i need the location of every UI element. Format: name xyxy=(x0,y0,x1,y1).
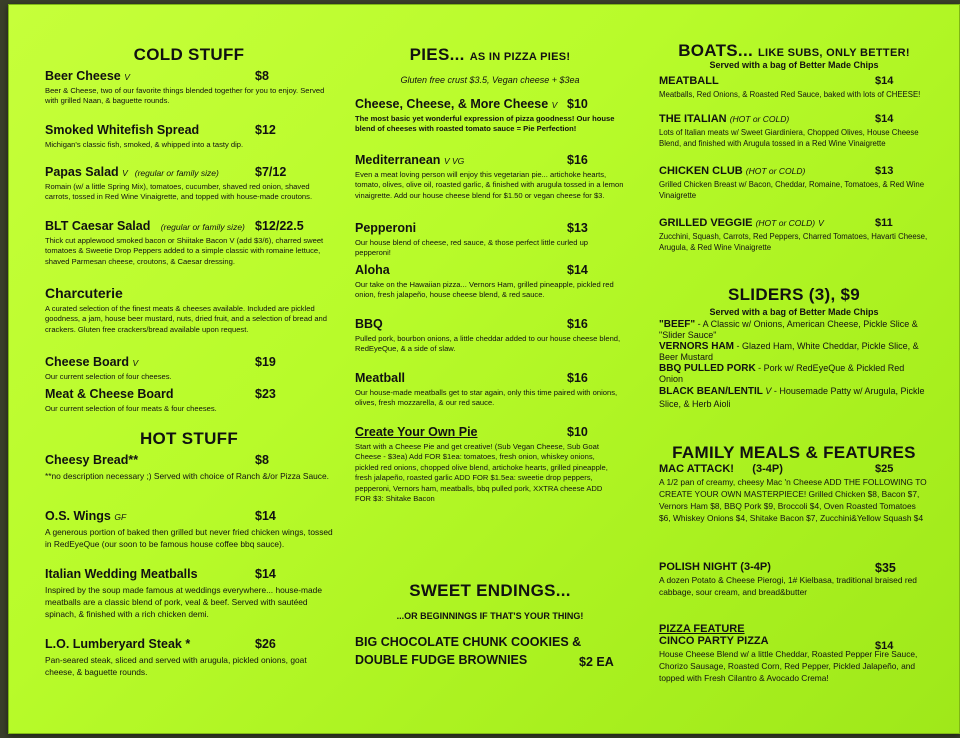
item-name: Beer Cheese xyxy=(45,69,121,83)
item-price: $10 xyxy=(567,425,588,439)
diet-mark: V VG xyxy=(443,156,465,166)
item-name: CHICKEN CLUB xyxy=(659,165,743,177)
sliders-heading: SLIDERS (3), $9 xyxy=(727,285,861,304)
item-price: $12 xyxy=(255,123,276,137)
pies-heading xyxy=(355,45,625,65)
item-note: (HOT or COLD) xyxy=(745,166,806,176)
item-name: L.O. Lumberyard Steak * xyxy=(45,637,191,651)
item-name: GRILLED VEGGIE xyxy=(659,217,753,229)
vegetarian-mark: V xyxy=(818,218,824,228)
menu-item-pepperoni xyxy=(355,221,625,259)
item-desc: Lots of Italian meats w/ Sweet Giardiniera, Chopped Olives, House Cheese Blend, and finished with Arugula tossed in a Red Wine Vinaigrette xyxy=(659,128,919,148)
menu-item-lumberyard-steak xyxy=(45,637,333,678)
item-name: MAC ATTACK! xyxy=(659,463,734,475)
item-desc: Our house-made meatballs get to star again, only this time paired with onions, olives, fresh mozzarella, & our red sauce. xyxy=(355,388,618,408)
item-price: $2 EA xyxy=(579,655,614,669)
item-desc: Our house blend of cheese, red sauce, & those perfect little curled up pepperoni! xyxy=(355,238,589,258)
item-price: $19 xyxy=(255,355,276,369)
item-name: Smoked Whitefish Spread xyxy=(45,123,200,137)
item-name: Meat & Cheese Board xyxy=(45,387,174,401)
menu-item-beer-cheese xyxy=(45,69,333,107)
pies-subtitle: AS IN PIZZA PIES! xyxy=(469,51,571,63)
item-price: $7/12 xyxy=(255,165,287,179)
menu-item-mac-attack xyxy=(659,463,929,524)
menu-item-charcuterie xyxy=(45,285,333,335)
menu-item-cheese-board xyxy=(45,355,333,382)
item-name: "BEEF" xyxy=(659,319,696,330)
item-price: $14 xyxy=(255,567,276,581)
item-note: (3-4P) xyxy=(740,561,771,573)
item-price: $13 xyxy=(875,165,894,177)
menu-item-cookies-brownies xyxy=(355,635,625,667)
item-name: BBQ xyxy=(355,317,383,331)
menu-item-chicken-club xyxy=(659,165,929,201)
item-price: $14 xyxy=(567,263,588,277)
item-name: O.S. Wings xyxy=(45,509,111,523)
item-note: (HOT or COLD) xyxy=(755,218,816,228)
item-price: $23 xyxy=(255,387,276,401)
menu-item-the-italian xyxy=(659,113,929,149)
menu-item-aloha xyxy=(355,263,625,301)
menu-item-papas-salad xyxy=(45,165,333,203)
item-name: Mediterranean xyxy=(355,153,441,167)
vegetarian-mark: V xyxy=(765,386,772,396)
menu-item-meat-cheese-board xyxy=(45,387,333,414)
item-name: Papas Salad xyxy=(45,165,119,179)
item-price: $16 xyxy=(567,371,588,385)
item-desc: Meatballs, Red Onions, & Roasted Red Sauce, baked with lots of CHEESE! xyxy=(659,90,921,99)
menu-item-os-wings xyxy=(45,509,333,550)
item-desc: Our take on the Hawaiian pizza... Vernors Ham, grilled pineapple, pickled red onion, fresh jalapeño, house cheese blend, & red sauce. xyxy=(355,280,614,300)
item-name: POLISH NIGHT xyxy=(659,561,738,573)
menu-sheet xyxy=(8,4,960,734)
item-desc: Pulled pork, bourbon onions, a little cheddar added to our house cheese blend, RedEyeQue, & a side of slaw. xyxy=(355,334,621,354)
item-price: $14 xyxy=(875,75,894,87)
family-meals-heading: FAMILY MEALS & FEATURES xyxy=(672,443,916,462)
item-name: Aloha xyxy=(355,263,390,277)
item-price: $11 xyxy=(875,217,893,229)
sliders-sub: Served with a bag of Better Made Chips xyxy=(709,307,879,317)
item-name-line2: DOUBLE FUDGE BROWNIES xyxy=(355,653,528,667)
pies-title: PIES... xyxy=(409,45,465,64)
pizza-feature xyxy=(659,623,929,684)
item-price: $16 xyxy=(567,153,588,167)
menu-item-meatball-pie xyxy=(355,371,625,409)
item-name: Meatball xyxy=(355,371,406,385)
boats-heading xyxy=(659,41,929,61)
menu-item-blt-caesar xyxy=(45,219,333,267)
item-desc: Pan-seared steak, sliced and served with arugula, pickled onions, goat cheese, & baguette rounds. xyxy=(45,655,307,677)
item-desc: **no description necessary ;) Served with choice of Ranch &/or Pizza Sauce. xyxy=(45,471,329,481)
item-desc: A dozen Potato & Cheese Pierogi, 1# Kielbasa, traditional braised red cabbage, sour cream, and bread&butter xyxy=(659,575,917,597)
vegetarian-mark: V xyxy=(132,358,139,368)
boats-sub: Served with a bag of Better Made Chips xyxy=(709,60,879,70)
item-desc: A curated selection of the finest meats & cheeses available. Included are pickled goodness, a jam, house beer mustard, nuts, dried fruit, and a selection of bread and crackers. Gluten free crackers/bread available upon request. xyxy=(45,304,327,334)
menu-item-bbq xyxy=(355,317,625,355)
item-desc: Our current selection of four cheeses. xyxy=(45,372,172,381)
vegetarian-mark: V xyxy=(124,72,130,82)
menu-item-create-your-own xyxy=(355,425,625,504)
gluten-free-mark: GF xyxy=(114,512,127,522)
item-price: $26 xyxy=(255,637,276,651)
item-name: BLT Caesar Salad xyxy=(45,219,151,233)
item-desc: Even a meat loving person will enjoy this vegetarian pie... artichoke hearts, tomato, olives, olive oil, roasted garlic, & finished with arugula tossed in a lemon vinaigrette. Add our house cheese blend for $1.50 or vegan cheese for $3. xyxy=(355,170,624,200)
item-desc: Michigan's classic fish, smoked, & whipped into a tasty dip. xyxy=(45,140,244,149)
pies-note: Gluten free crust $3.5, Vegan cheese + $3ea xyxy=(400,75,580,85)
boats-title: BOATS... xyxy=(678,41,753,60)
item-desc: - Glazed Ham, White Cheddar, Pickle Slice, & Beer Mustard xyxy=(659,341,919,362)
item-name: Italian Wedding Meatballs xyxy=(45,567,198,581)
item-desc: Romain (w/ a little Spring Mix), tomatoes, cucumber, shaved red onion, shaved carrots, tossed in Red Wine Vinaigrette, and topped with house-made croutons. xyxy=(45,182,313,202)
item-price: $14 xyxy=(875,113,894,125)
cold-stuff-heading: COLD STUFF xyxy=(133,45,245,64)
item-name: Cheese, Cheese, & More Cheese xyxy=(355,97,549,111)
boats-subtitle: LIKE SUBS, ONLY BETTER! xyxy=(758,47,910,59)
item-name-line1: BIG CHOCOLATE CHUNK COOKIES & xyxy=(355,635,582,649)
item-name: Cheese Board xyxy=(45,355,130,369)
item-desc: - Pork w/ RedEyeQue & Pickled Red Onion xyxy=(659,363,905,384)
item-desc: Grilled Chicken Breast w/ Bacon, Cheddar, Romaine, Tomatoes, & Red Wine Vinaigrette xyxy=(659,180,925,200)
menu-item-cheese-pie xyxy=(355,97,625,135)
item-desc: The most basic yet wonderful expression of pizza goodness! Our house blend of cheeses with roasted tomato sauce = Pie Perfection! xyxy=(355,114,615,134)
item-desc: - A Classic w/ Onions, American Cheese, Pickle Slice & "Slider Sauce" xyxy=(659,319,918,340)
item-name: Charcuterie xyxy=(45,285,123,301)
item-price: $12/22.5 xyxy=(255,219,304,233)
menu-item-cheesy-bread xyxy=(45,453,333,482)
item-note: (3-4P) xyxy=(752,463,783,475)
item-price: $10 xyxy=(567,97,588,111)
vegetarian-mark: V xyxy=(122,168,128,178)
menu-item-meatball-boat xyxy=(659,75,929,101)
item-desc: A generous portion of baked then grilled but never fried chicken wings, tossed in RedEyeQue (our soon to be famous house coffee bbq sauce). xyxy=(45,527,333,549)
feature-label: PIZZA FEATURE xyxy=(659,623,745,635)
item-price: $13 xyxy=(567,221,588,235)
menu-item-polish-night xyxy=(659,561,929,598)
menu-item-whitefish-spread xyxy=(45,123,333,150)
item-price: $14 xyxy=(255,509,276,523)
item-name: THE ITALIAN xyxy=(659,113,727,125)
item-desc: Our current selection of four meats & four cheeses. xyxy=(45,404,217,413)
feature-price: $14 xyxy=(875,640,894,652)
menu-item-mediterranean xyxy=(355,153,625,201)
item-price: $25 xyxy=(875,463,894,475)
menu-item-wedding-meatballs xyxy=(45,567,333,620)
item-name: Create Your Own Pie xyxy=(355,425,478,439)
item-note: (regular or family size) xyxy=(134,168,219,178)
item-name: MEATBALL xyxy=(659,75,719,87)
item-note: (HOT or COLD) xyxy=(729,114,790,124)
slider-beef xyxy=(659,319,929,340)
feature-desc: House Cheese Blend w/ a little Cheddar, Roasted Pepper Fire Sauce, Chorizo Sausage, Roasted Corn, Red Pepper, Pickled Jalapeño, and topped with Fresh Cilantro & Avocado Crema! xyxy=(659,649,918,683)
item-price: $8 xyxy=(255,69,269,83)
item-name: BLACK BEAN/LENTIL xyxy=(659,386,763,397)
slider-bbq-pork xyxy=(659,363,929,384)
item-name: Pepperoni xyxy=(355,221,417,235)
item-price: $16 xyxy=(567,317,588,331)
item-desc: Zucchini, Squash, Carrots, Red Peppers, Charred Tomatoes, Havarti Cheese, Arugula, & Red Wine Vinaigrette xyxy=(659,232,928,252)
item-name: VERNORS HAM xyxy=(659,341,735,352)
item-desc: - Housemade Patty w/ Arugula, Pickle Slice, & Herb Aioli xyxy=(659,386,925,409)
sweet-endings-sub: ...OR BEGINNINGS IF THAT'S YOUR THING! xyxy=(396,611,584,621)
item-desc: Thick cut applewood smoked bacon or Shiitake Bacon V (add $3/6), charred sweet tomatoes & Sweetie Drop Peppers added to a simple classic with romaine lettuce, shaved Parmesan cheese, croutons, & Caesar dressing. xyxy=(45,236,324,266)
item-desc: Inspired by the soup made famous at weddings everywhere... house-made meatballs are a classic blend of pork, veal & beef. Served with sautéed spinach, & finished with a rich chicken demi. xyxy=(45,585,322,619)
vegetarian-mark: V xyxy=(551,100,558,110)
slider-vernors-ham xyxy=(659,341,929,362)
item-price: $8 xyxy=(255,453,269,467)
item-name: Cheesy Bread** xyxy=(45,453,139,467)
sweet-endings-heading: SWEET ENDINGS... xyxy=(409,581,571,600)
feature-name: CINCO PARTY PIZZA xyxy=(659,635,769,647)
item-price: $35 xyxy=(875,561,896,575)
item-desc: Beer & Cheese, two of our favorite things blended together for you to enjoy. Served with grilled Naan, & baguette rounds. xyxy=(45,86,325,106)
hot-stuff-heading: HOT STUFF xyxy=(139,429,239,448)
item-note: (regular or family size) xyxy=(160,222,245,232)
slider-black-bean xyxy=(659,385,929,411)
item-desc: A 1/2 pan of creamy, cheesy Mac 'n Cheese ADD THE FOLLOWING TO CREATE YOUR OWN MASTERPIECE! Grilled Chicken $8, Bacon $7, Vernors Ham $8, BBQ Pork $9, Broccoli $4, Oven Roasted Tomatoes $6, Whiskey Onions $4, Shitake Bacon $7, Zucchini&Yellow Squash $4 xyxy=(659,477,927,523)
item-name: BBQ PULLED PORK xyxy=(659,363,756,374)
item-desc: Start with a Cheese Pie and get creative! (Sub Vegan Cheese, Sub Goat Cheese - $3ea) Add FOR $1ea: tomatoes, fresh onion, whiskey onions, pickled red onions, chopped olive blend, artichoke hearts, grilled pineapple, fresh jalapeño, roasted garlic ADD FOR $1.5ea: sweetie drop peppers, pepperoni, Vernors ham, meatballs, bbq pulled pork, XXTRA cheese ADD FOR $3: Shitake Bacon xyxy=(355,442,608,504)
menu-item-grilled-veggie xyxy=(659,217,929,253)
